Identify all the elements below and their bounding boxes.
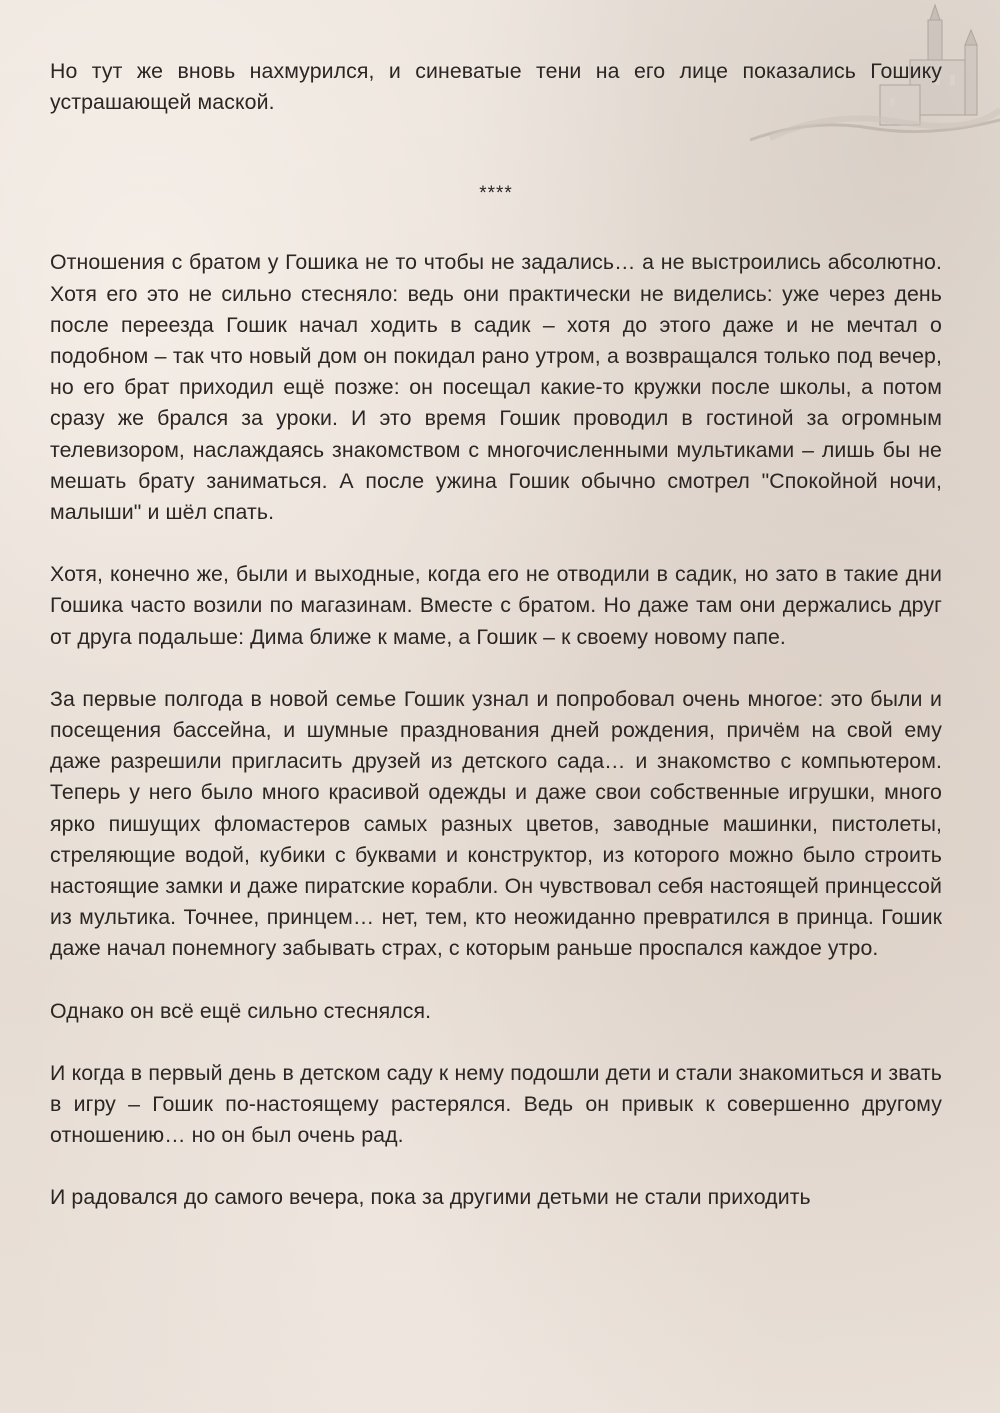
paragraph: И радовался до самого вечера, пока за другими детьми не стали приходить [50, 1185, 811, 1210]
paragraph: Отношения с братом у Гошика не то чтобы не задались… а не выстроились абсолютно. Хотя его это не сильно стесняло: ведь они практически не виделись: уже через день после переезда Гошик начал ходить в садик – хотя до этого даже и не мечтал о подобном – так что новый дом он покидал рано утром, а возвращался только под вечер, но его брат приходил ещё позже: он посещал какие-то кружки после школы, а потом сразу же брался за уроки. И это время Гошик проводил в гостиной за огромным телевизором, наслаждаясь знакомством с многочисленными мультиками – лишь бы не мешать брату заниматься. А после ужина Гошик обычно смотрел "Спокойной ночи, малыши" и шёл спать. [50, 250, 942, 525]
paragraph: За первые полгода в новой семье Гошик узнал и попробовал очень многое: это были и посещения бассейна, и шумные празднования дней рождения, причём на свой ему даже разрешили пригласить друзей из детского сада… и знакомство с компьютером. Теперь у него было много красивой одежды и даже свои собственные игрушки, много ярко пишущих фломастеров самых разных цветов, заводные машинки, пистолеты, стреляющие водой, кубики с буквами и конструктор, из которого можно было строить настоящие замки и даже пиратские корабли. Он чувствовал себя настоящей принцессой из мультика. Точнее, принцем… нет, тем, кто неожиданно превратился в принца. Гошик даже начал понемногу забывать страх, с которым раньше проспался каждое утро. [50, 686, 942, 961]
paragraph: Хотя, конечно же, были и выходные, когда его не отводили в садик, но зато в такие дни Гошика часто возили по магазинам. Вместе с братом. Но даже там они держались друг от друга подальше: Дима ближе к маме, а Гошик – к своему новому папе. [50, 562, 942, 649]
paragraph: Однако он всё ещё сильно стеснялся. [50, 998, 432, 1023]
document-page [50, 56, 942, 1245]
paragraph: И когда в первый день в детском саду к нему подошли дети и стали знакомиться и звать в игру – Гошик по-настоящему растерялся. Ведь он привык к совершенно другому отношению… но он был очень рад. [50, 1060, 942, 1148]
section-separator: **** [479, 183, 513, 205]
paragraph: Но тут же вновь нахмурился, и синеватые тени на его лице показались Гошику устрашающей маской. [50, 59, 942, 115]
